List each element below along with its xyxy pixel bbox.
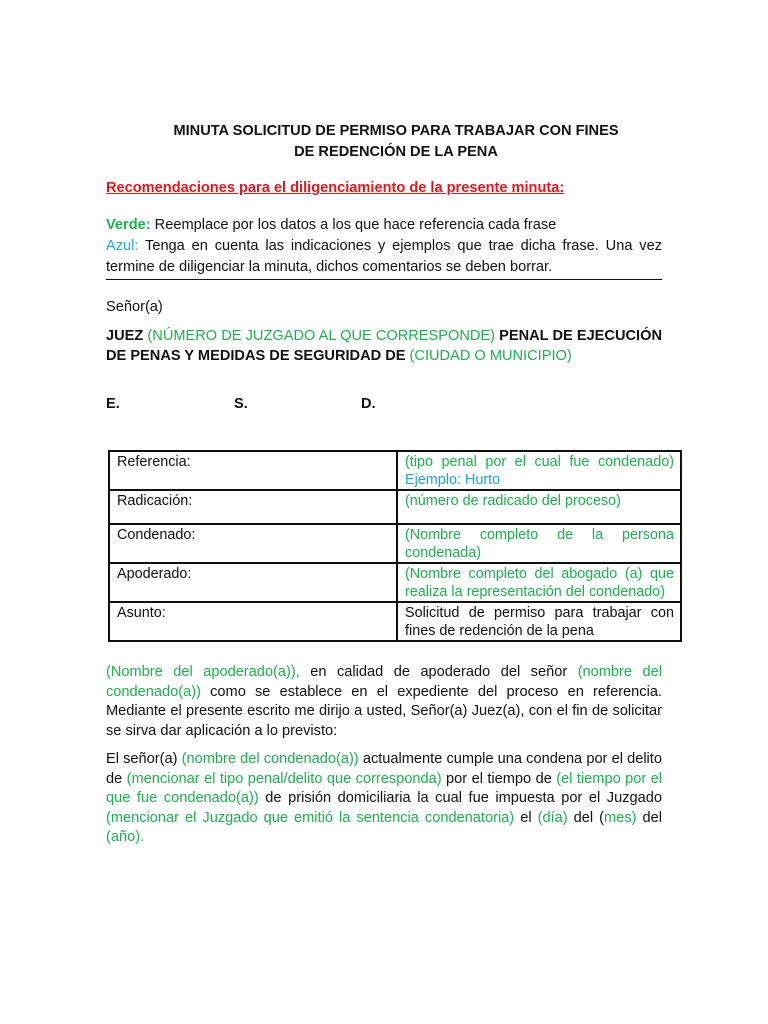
table-value: (Nombre completo del abogado (a) que realiza la representación del condenado) xyxy=(397,563,681,602)
placeholder-juzgado: (mencionar el Juzgado que emitió la sentencia condenatoria) xyxy=(106,809,515,826)
paragraph-2 xyxy=(106,750,662,848)
table-value xyxy=(397,451,681,490)
placeholder-condenado: (nombre del condenado(a)) xyxy=(181,751,359,767)
paragraph-text: por el tiempo de xyxy=(441,770,557,787)
table-row xyxy=(109,602,681,641)
placeholder-apoderado: (Nombre del apoderado(a)), xyxy=(106,664,300,680)
table-label: Condenado: xyxy=(109,524,397,563)
table-label: Apoderado: xyxy=(109,563,397,602)
table-label: Radicación: xyxy=(109,490,397,524)
legend-green-text: Reemplace por los datos a los que hace referencia cada frase xyxy=(150,217,557,233)
esd-e: E. xyxy=(106,396,120,412)
table-row xyxy=(109,451,681,490)
paragraph-text: del ( xyxy=(567,809,605,826)
legend-blue-text: Tenga en cuenta las indicaciones y ejemplos que trae dicha frase. Una vez termine de diligenciar la minuta, dichos comentarios se deben borrar. xyxy=(106,238,662,275)
table-value-example: Ejemplo: Hurto xyxy=(405,471,501,488)
esd-s: S. xyxy=(234,396,248,412)
table-value-text: (tipo penal por el cual fue condenado) xyxy=(405,454,674,470)
paragraph-text: del xyxy=(636,809,662,826)
table-label: Asunto: xyxy=(109,602,397,641)
document-title-line-1: MINUTA SOLICITUD DE PERMISO PARA TRABAJAR CON FINES xyxy=(173,123,619,139)
addressee-penal: PENAL DE EJECUCIÓN DE PENAS Y MEDIDAS DE SEGURIDAD DE xyxy=(106,328,662,365)
placeholder-dia: (día) xyxy=(537,809,568,826)
table-row xyxy=(109,524,681,563)
legend-green-label: Verde: xyxy=(106,217,151,233)
addressee-ciudad-placeholder: (CIUDAD O MUNICIPIO) xyxy=(405,348,572,365)
salutation: Señor(a) xyxy=(106,299,163,315)
document-title-line-2: DE REDENCIÓN DE LA PENA xyxy=(294,144,498,160)
addressee-block xyxy=(106,326,662,367)
recommendations-heading: Recomendaciones para el diligenciamiento de la presente minuta: xyxy=(106,180,565,196)
paragraph-text: de prisión domiciliaria la cual fue impuesta por el Juzgado xyxy=(258,790,662,807)
paragraph-text: como se establece en el expediente del proceso en referencia. Mediante el presente escrito me dirijo a usted, Señor(a) Juez(a), con el fin de solicitar se sirva dar aplicación a lo previsto: xyxy=(106,683,662,739)
placeholder-delito: (mencionar el tipo penal/delito que corresponda) xyxy=(126,770,442,787)
legend-green xyxy=(106,215,662,236)
esd-d: D. xyxy=(361,396,376,412)
reference-table xyxy=(108,450,682,642)
legend-blue-label: Azul: xyxy=(106,238,139,254)
addressee-juez: JUEZ xyxy=(106,328,144,344)
table-row xyxy=(109,490,681,524)
paragraph-text: el xyxy=(514,809,538,826)
table-value: (número de radicado del proceso) xyxy=(397,490,681,524)
table-label: Referencia: xyxy=(109,451,397,490)
table-value: Solicitud de permiso para trabajar con fines de redención de la pena xyxy=(397,602,681,641)
paragraph-text: en calidad de apoderado del señor xyxy=(299,664,578,680)
paragraph-1 xyxy=(106,663,662,741)
legend-blue xyxy=(106,236,662,277)
table-row xyxy=(109,563,681,602)
placeholder-tiempo: (el tiempo por el que fue condenado(a)) xyxy=(106,770,662,807)
placeholder-ano: (año). xyxy=(106,829,145,846)
divider-line xyxy=(106,279,662,280)
paragraph-text: El señor(a) xyxy=(106,751,182,767)
paragraph-text: actualmente cumple una condena por el delito de xyxy=(106,751,662,787)
addressee-juzgado-placeholder: (NÚMERO DE JUZGADO AL QUE CORRESPONDE) xyxy=(143,328,500,344)
table-value: (Nombre completo de la persona condenada) xyxy=(397,524,681,563)
placeholder-condenado: (nombre del condenado(a)) xyxy=(106,664,662,700)
placeholder-mes: mes) xyxy=(604,809,637,826)
